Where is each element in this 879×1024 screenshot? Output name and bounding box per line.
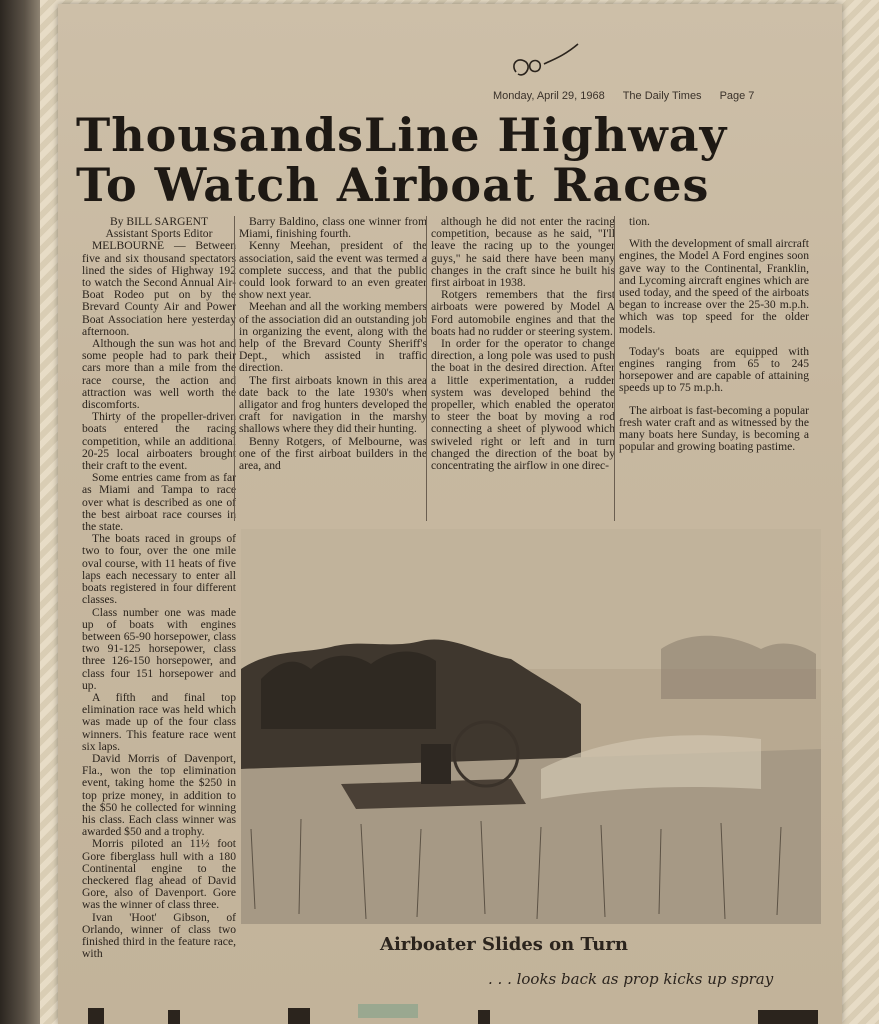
paragraph: The boats raced in groups of two to four, over the one mile oval course, with 11 heats of five laps each necessary to enter all boats registered in four different classes. [82, 532, 236, 607]
paragraph: Some entries came from as far as Miami and Tampa to race over what is described as one of the best airboat race courses in the state. [82, 471, 236, 534]
pen-scribble [508, 34, 588, 84]
newspaper-clipping [58, 4, 842, 1024]
paragraph: In order for the operator to change direction, a long pole was used to push the boat in the desired direction. After a little experimentation, a rudder system was developed behind the propeller, which enabled the operator to steer the boat by moving a rod connecting a sheet of plywood which swiveled right or left and in turn changed the direction of the boat by concentrating the airflow in one direc- [431, 337, 615, 473]
paragraph: Ivan 'Hoot' Gibson, of Orlando, winner of class two finished third in the feature race, with [82, 910, 236, 961]
byline-author: By BILL SARGENT [109, 216, 209, 228]
paragraph: Morris piloted an 11½ foot Gore fiberglass hull with a 180 Continental engine to the checkered flag ahead of David Gore, also of Davenport. Gore was the winner of class three. [82, 837, 236, 912]
cut-off-headline-fragment [58, 1000, 842, 1024]
paragraph: Today's boats are equipped with engines ranging from 65 to 245 horsepower and are capable of attaining speeds up to 75 m.p.h. [619, 344, 809, 395]
dateline-date: Monday, April 29, 1968 [493, 90, 605, 102]
paragraph: A fifth and final top elimination race was held which was made up of the four class winners. This feature race went six laps. [82, 690, 236, 753]
paragraph: MELBOURNE — Between five and six thousand spectators lined the sides of Highway 192 to watch the Second Annual Air-Boat Rodeo put on by the Brevard County Air and Power Boat Association here yesterday afternoon. [82, 239, 236, 338]
photo-caption-subtitle: . . . looks back as prop kicks up spray [488, 970, 774, 988]
paragraph: tion. [629, 216, 650, 228]
headline-line-2: To Watch Airboat Races [76, 158, 710, 212]
paragraph: Thirty of the propeller-driven boats entered the racing competition, while an additional 20-25 local airboaters brought their craft to the event. [82, 410, 236, 473]
photo-caption-title: Airboater Slides on Turn [380, 934, 628, 955]
article-column-4 [614, 216, 809, 521]
paragraph: The first airboats known in this area date back to the late 1930's when alligator and frog hunters developed the craft for navigation in the marshy shallows where they did their hunting. [239, 373, 427, 436]
paragraph: Class number one was made up of boats with engines between 65-90 horsepower, class two 91-125 horsepower, class three 126-150 horsepower, and class four 151 horsepower and up. [82, 605, 236, 692]
paragraph: although he did not enter the racing competition, because as he said, "I'll leave the racing up to the younger guys," he said there have been many changes in the craft since he built his first airboat in 1938. [431, 216, 615, 290]
dateline-paper: The Daily Times [622, 90, 702, 102]
airboat-photo [241, 529, 821, 924]
paragraph: Benny Rotgers, of Melbourne, was one of the first airboat builders in the area, and [239, 434, 427, 473]
headline-line-1: ThousandsLine Highway [76, 108, 728, 162]
article-column-2 [234, 216, 427, 521]
paragraph: The airboat is fast-becoming a popular fresh water craft and as witnessed by the many boats here Sunday, is becoming a popular and growing boating pastime. [619, 403, 809, 454]
paragraph: Kenny Meehan, president of the association, said the event was termed a complete success, and that the public could look forward to an even greater show next year. [239, 239, 427, 302]
dateline [493, 90, 754, 102]
article-column-1 [82, 216, 236, 981]
article-column-3 [426, 216, 615, 521]
paragraph: Barry Baldino, class one winner from Miami, finishing fourth. [239, 216, 427, 241]
paragraph: Meehan and all the working members of the association did an outstanding job in organizing the event, along with the help of the Brevard County Sheriff's Dept., which assisted in traffic direction. [239, 300, 427, 375]
paragraph: Although the sun was hot and some people had to park their cars more than a mile from the race course, the action and attraction was well worth the discomforts. [82, 337, 236, 412]
paragraph: David Morris of Davenport, Fla., won the top elimination event, taking home the $250 in top prize money, in addition to the $50 he collected for winning his class. Each class winner was awarded $50 and a trophy. [82, 751, 236, 839]
dateline-page: Page 7 [719, 90, 755, 102]
paragraph: With the development of small aircraft engines, the Model A Ford engines soon gave way to the Continental, Franklin, and Lycoming aircraft engines which are used today, and the speed of the airboats began to increase over the 25-30 m.p.h. which was top speed for the older models. [619, 237, 809, 336]
paragraph: Rotgers remembers that the first airboats were powered by Model A Ford automobile engines and that the boats had no rudder or steering system. [431, 288, 615, 338]
byline-title: Assistant Sports Editor [105, 227, 213, 241]
